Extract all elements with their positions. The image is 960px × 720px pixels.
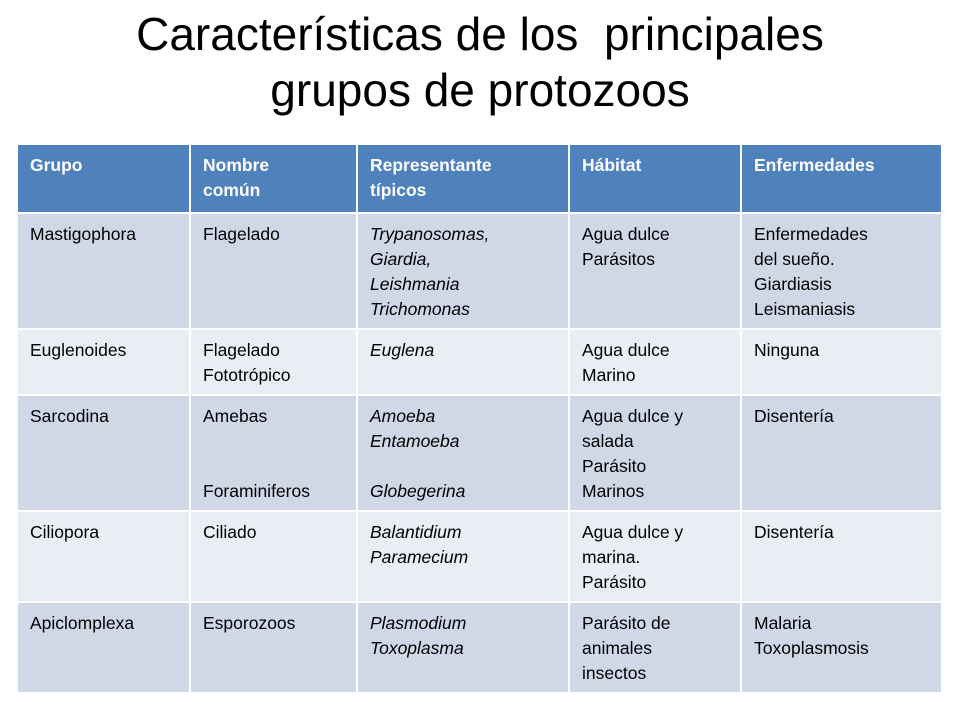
- title-line-2: grupos de protozoos: [270, 64, 690, 116]
- cell-line: Balantidium: [370, 522, 462, 542]
- cell-nombre-comun: [190, 395, 357, 511]
- cell-line: [370, 454, 558, 479]
- cell-line: Amoeba: [370, 406, 436, 426]
- cell-representante: [357, 395, 569, 511]
- cell-line: [203, 454, 346, 479]
- cell-line: Flagelado: [203, 340, 280, 360]
- cell-line: Agua dulce y: [582, 406, 684, 426]
- cell-habitat: [569, 213, 741, 329]
- cell-line: Parásito: [582, 456, 647, 476]
- cell-line: Entamoeba: [370, 431, 460, 451]
- cell-line: Marino: [582, 365, 636, 385]
- title-line-1: Características de los principales: [136, 8, 824, 60]
- cell-nombre-comun: [190, 602, 357, 693]
- cell-line: típicos: [370, 180, 427, 200]
- cell-line: Agua dulce: [582, 340, 670, 360]
- cell-grupo: Apiclomplexa: [18, 602, 190, 693]
- cell-line: Fototrópico: [203, 365, 291, 385]
- header-representante-tipicos: [357, 145, 569, 213]
- cell-enfermedades: [741, 511, 942, 602]
- table-row: [18, 511, 942, 602]
- cell-line: Euglena: [370, 340, 435, 360]
- cell-nombre-comun: [190, 329, 357, 395]
- cell-line: [203, 429, 346, 454]
- cell-line: Representante: [370, 155, 492, 175]
- cell-line: Disentería: [754, 406, 834, 426]
- cell-line: Parásito de: [582, 613, 671, 633]
- cell-line: Foraminiferos: [203, 481, 310, 501]
- cell-line: Parásitos: [582, 249, 655, 269]
- cell-line: Globegerina: [370, 481, 466, 501]
- cell-habitat: [569, 602, 741, 693]
- cell-line: Leismaniasis: [754, 299, 856, 319]
- cell-line: Flagelado: [203, 224, 280, 244]
- cell-line: Amebas: [203, 406, 268, 426]
- cell-line: Malaria: [754, 613, 812, 633]
- cell-line: Toxoplasmosis: [754, 638, 869, 658]
- header-enfermedades: [741, 145, 942, 213]
- cell-line: Paramecium: [370, 547, 469, 567]
- header-habitat: [569, 145, 741, 213]
- table-row: [18, 329, 942, 395]
- cell-line: Grupo: [30, 155, 83, 175]
- cell-enfermedades: [741, 329, 942, 395]
- cell-representante: [357, 213, 569, 329]
- cell-line: Plasmodium: [370, 613, 467, 633]
- cell-enfermedades: [741, 395, 942, 511]
- cell-line: Giardiasis: [754, 274, 832, 294]
- cell-line: marina.: [582, 547, 641, 567]
- header-row: [18, 145, 942, 213]
- page-title: [0, 6, 960, 118]
- cell-line: Esporozoos: [203, 613, 296, 633]
- cell-line: Nombre: [203, 155, 270, 175]
- cell-line: Agua dulce: [582, 224, 670, 244]
- cell-grupo: Euglenoides: [18, 329, 190, 395]
- cell-line: Ninguna: [754, 340, 820, 360]
- header-nombre-comun: [190, 145, 357, 213]
- cell-line: Giardia,: [370, 249, 432, 269]
- cell-line: insectos: [582, 663, 647, 683]
- cell-line: Parásito: [582, 572, 647, 592]
- cell-line: Trichomonas: [370, 299, 470, 319]
- cell-enfermedades: [741, 213, 942, 329]
- cell-line: del sueño.: [754, 249, 835, 269]
- cell-habitat: [569, 395, 741, 511]
- table-row: [18, 395, 942, 511]
- cell-line: salada: [582, 431, 634, 451]
- cell-habitat: [569, 511, 741, 602]
- cell-line: Enfermedades: [754, 224, 868, 244]
- cell-line: Toxoplasma: [370, 638, 464, 658]
- cell-nombre-comun: [190, 213, 357, 329]
- cell-representante: [357, 511, 569, 602]
- cell-representante: [357, 602, 569, 693]
- cell-grupo: Mastigophora: [18, 213, 190, 329]
- cell-line: Disentería: [754, 522, 834, 542]
- cell-enfermedades: [741, 602, 942, 693]
- table-row: [18, 602, 942, 693]
- cell-line: animales: [582, 638, 653, 658]
- protozoa-table: [18, 145, 943, 694]
- header-grupo: [18, 145, 190, 213]
- cell-line: Ciliado: [203, 522, 257, 542]
- cell-line: Trypanosomas,: [370, 224, 490, 244]
- cell-grupo: Ciliopora: [18, 511, 190, 602]
- table-row: [18, 213, 942, 329]
- cell-grupo: Sarcodina: [18, 395, 190, 511]
- cell-line: Enfermedades: [754, 155, 875, 175]
- cell-line: común: [203, 180, 261, 200]
- cell-line: Hábitat: [582, 155, 642, 175]
- cell-nombre-comun: [190, 511, 357, 602]
- cell-representante: [357, 329, 569, 395]
- cell-line: Leishmania: [370, 274, 460, 294]
- cell-habitat: [569, 329, 741, 395]
- cell-line: Agua dulce y: [582, 522, 684, 542]
- cell-line: Marinos: [582, 481, 645, 501]
